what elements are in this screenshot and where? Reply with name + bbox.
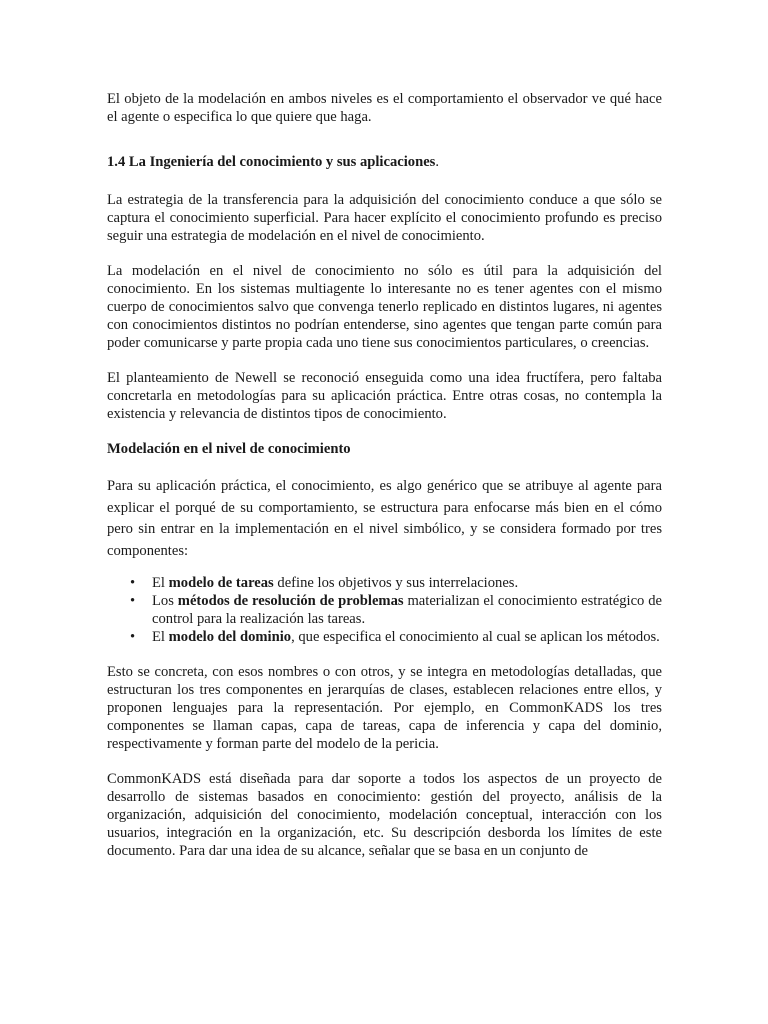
list-item	[107, 592, 662, 628]
document-page	[107, 90, 662, 860]
section-heading	[107, 153, 662, 171]
list-item-text: define los objetivos y sus interrelaciones.	[273, 575, 519, 591]
list-item-bold-term: modelo del dominio	[168, 629, 292, 645]
newell-paragraph: El planteamiento de Newell se reconoció enseguida como una idea fructífera, pero faltaba concretarla en metodologías para su aplicación práctica. Entre otras cosas, no contempla la existencia y relevancia de distintos tipos de conocimiento.	[107, 370, 662, 422]
concreta-paragraph: Esto se concreta, con esos nombres o con otros, y se integra en metodologías detalladas, que estructuran los tres componentes en jerarquías de clases, establecen relaciones entre ellos, y proponen lenguajes para la representación. Por ejemplo, en CommonKADS los tres componentes se llaman capas, capa de tareas, capa de inferencia y capa del dominio, respectivamente y forman parte del modelo de la pericia.	[107, 664, 662, 752]
list-item-text: El	[152, 629, 169, 645]
aplicacion-paragraph: Para su aplicación práctica, el conocimiento, es algo genérico que se atribuye al agente para explicar el porqué de su comportamiento, se estructura para enfocarse más bien en el cómo pero sin entrar en la implementación en el nivel simbólico, y se considera formado por tres componentes:	[107, 478, 662, 559]
list-item-bold-term: modelo de tareas	[168, 575, 274, 591]
subheading: Modelación en el nivel de conocimiento	[107, 441, 351, 457]
bullet-icon: •	[130, 575, 136, 591]
list-item-text: materializan el conocimiento estratégico de control para la realización las tareas.	[152, 593, 663, 627]
components-list	[107, 574, 662, 646]
commonkads-paragraph: CommonKADS está diseñada para dar soporte a todos los aspectos de un proyecto de desarrollo de sistemas basados en conocimiento: gestión del proyecto, análisis de la organización, adquisición del conocimiento, modelación conceptual, interacción con los usuarios, integración en la organización, etc. Su descripción desborda los límites de este documento. Para dar una idea de su alcance, señalar que se basa en un conjunto de	[107, 771, 662, 859]
list-item-text: El	[152, 575, 169, 591]
list-item-text: , que especifica el conocimiento al cual se aplican los métodos.	[291, 629, 660, 645]
list-item	[107, 628, 662, 646]
list-item-bold-term: métodos de resolución de problemas	[177, 593, 404, 609]
section-heading-text: 1.4 La Ingeniería del conocimiento y sus aplicaciones	[107, 154, 436, 170]
bullet-icon: •	[130, 593, 136, 609]
section-heading-period: .	[435, 154, 440, 170]
intro-paragraph: El objeto de la modelación en ambos niveles es el comportamiento el observador ve qué hace el agente o especifica lo que quiere que haga.	[107, 91, 662, 125]
list-item	[107, 574, 662, 592]
bullet-icon: •	[130, 629, 136, 645]
modelacion-paragraph: La modelación en el nivel de conocimiento no sólo es útil para la adquisición del conocimiento. En los sistemas multiagente lo interesante no es tener agentes con el mismo cuerpo de conocimientos salvo que convenga tenerlo replicado en distintos lugares, ni agentes con conocimientos distintos no podrían entenderse, sino agentes que tengan parte común para poder comunicarse y parte propia cada uno tiene sus conocimientos particulares, o creencias.	[107, 263, 662, 351]
list-item-text: Los	[152, 593, 178, 609]
estrategia-paragraph: La estrategia de la transferencia para la adquisición del conocimiento conduce a que sólo se captura el conocimiento superficial. Para hacer explícito el conocimiento profundo es preciso seguir una estrategia de modelación en el nivel de conocimiento.	[107, 192, 662, 244]
